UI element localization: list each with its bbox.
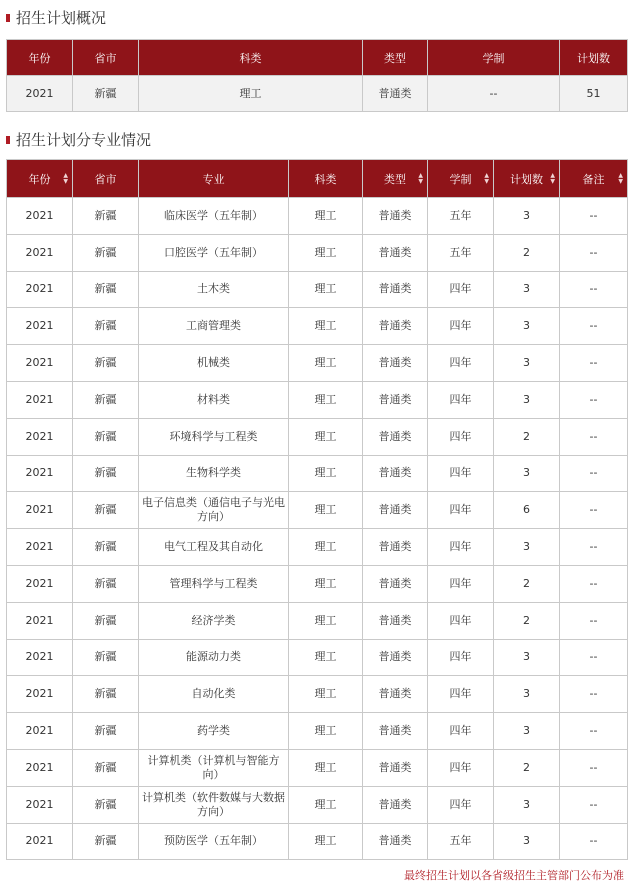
- cell-type: 普通类: [363, 713, 428, 750]
- cell-major: 计算机类（计算机与智能方向）: [139, 749, 289, 786]
- cell-major: 药学类: [139, 713, 289, 750]
- cell-type: 普通类: [363, 198, 428, 235]
- table-header-row: [7, 40, 628, 76]
- sort-updown-icon[interactable]: ▲ ▼: [484, 171, 489, 185]
- cell-province: 新疆: [73, 455, 139, 492]
- cell-plan-count: 3: [494, 308, 560, 345]
- cell-major: 电气工程及其自动化: [139, 529, 289, 566]
- cell-type: 普通类: [363, 492, 428, 529]
- cell-remarks: --: [560, 823, 628, 860]
- column-header-category: 科类: [139, 40, 363, 76]
- table-row: [7, 381, 628, 418]
- cell-year: 2021: [7, 823, 73, 860]
- footnote: 最终招生计划以各省级招生主管部门公布为准: [404, 869, 624, 882]
- cell-province: 新疆: [73, 76, 139, 112]
- cell-duration: 四年: [428, 455, 494, 492]
- table-header-row: [7, 160, 628, 198]
- cell-remarks: --: [560, 713, 628, 750]
- column-header-duration: 学制: [428, 40, 560, 76]
- cell-category: 理工: [289, 713, 363, 750]
- cell-year: 2021: [7, 639, 73, 676]
- cell-type: 普通类: [363, 418, 428, 455]
- cell-province: 新疆: [73, 271, 139, 308]
- cell-year: 2021: [7, 76, 73, 112]
- cell-year: 2021: [7, 749, 73, 786]
- cell-remarks: --: [560, 345, 628, 382]
- cell-major: 管理科学与工程类: [139, 565, 289, 602]
- table-row: [7, 749, 628, 786]
- section-title-text: 招生计划概况: [16, 9, 107, 27]
- cell-type: 普通类: [363, 76, 428, 112]
- cell-category: 理工: [289, 381, 363, 418]
- cell-plan-count: 3: [494, 198, 560, 235]
- cell-plan-count: 2: [494, 418, 560, 455]
- cell-duration: 四年: [428, 786, 494, 823]
- cell-remarks: --: [560, 271, 628, 308]
- cell-major: 能源动力类: [139, 639, 289, 676]
- cell-category: 理工: [139, 76, 363, 112]
- cell-plan-count: 3: [494, 786, 560, 823]
- cell-remarks: --: [560, 381, 628, 418]
- table-row: [7, 198, 628, 235]
- cell-plan-count: 3: [494, 381, 560, 418]
- cell-remarks: --: [560, 308, 628, 345]
- cell-remarks: --: [560, 786, 628, 823]
- cell-category: 理工: [289, 639, 363, 676]
- cell-remarks: --: [560, 492, 628, 529]
- cell-plan-count: 3: [494, 676, 560, 713]
- cell-type: 普通类: [363, 529, 428, 566]
- cell-major: 自动化类: [139, 676, 289, 713]
- cell-type: 普通类: [363, 271, 428, 308]
- cell-major: 计算机类（软件数媒与大数据方向）: [139, 786, 289, 823]
- cell-plan-count: 2: [494, 749, 560, 786]
- cell-major: 土木类: [139, 271, 289, 308]
- table-row: [7, 713, 628, 750]
- cell-province: 新疆: [73, 602, 139, 639]
- cell-category: 理工: [289, 823, 363, 860]
- cell-category: 理工: [289, 308, 363, 345]
- cell-duration: 四年: [428, 639, 494, 676]
- column-header-type[interactable]: 类型 ▲ ▼: [363, 160, 428, 198]
- cell-plan-count: 3: [494, 345, 560, 382]
- column-header-year[interactable]: 年份 ▲ ▼: [7, 160, 73, 198]
- cell-category: 理工: [289, 529, 363, 566]
- cell-duration: 四年: [428, 308, 494, 345]
- cell-plan-count: 3: [494, 455, 560, 492]
- cell-province: 新疆: [73, 676, 139, 713]
- cell-remarks: --: [560, 234, 628, 271]
- table-row: [7, 823, 628, 860]
- sort-updown-icon[interactable]: ▲ ▼: [63, 171, 68, 185]
- column-header-plan-count[interactable]: 计划数 ▲ ▼: [494, 160, 560, 198]
- cell-year: 2021: [7, 455, 73, 492]
- cell-plan-count: 6: [494, 492, 560, 529]
- square-bullet-icon: [6, 14, 10, 22]
- cell-duration: 四年: [428, 602, 494, 639]
- table-row: [7, 76, 628, 112]
- cell-duration: 五年: [428, 234, 494, 271]
- plan-by-major-table: [6, 159, 628, 860]
- cell-plan-count: 2: [494, 602, 560, 639]
- table-row: [7, 602, 628, 639]
- cell-province: 新疆: [73, 234, 139, 271]
- cell-year: 2021: [7, 713, 73, 750]
- cell-category: 理工: [289, 492, 363, 529]
- cell-major: 生物科学类: [139, 455, 289, 492]
- cell-remarks: --: [560, 455, 628, 492]
- cell-year: 2021: [7, 234, 73, 271]
- column-header-type: 类型: [363, 40, 428, 76]
- table-row: [7, 271, 628, 308]
- cell-type: 普通类: [363, 602, 428, 639]
- cell-province: 新疆: [73, 492, 139, 529]
- column-header-remarks[interactable]: 备注 ▲ ▼: [560, 160, 628, 198]
- cell-major: 机械类: [139, 345, 289, 382]
- cell-category: 理工: [289, 602, 363, 639]
- cell-type: 普通类: [363, 676, 428, 713]
- cell-year: 2021: [7, 381, 73, 418]
- column-header-category: 科类: [289, 160, 363, 198]
- cell-year: 2021: [7, 198, 73, 235]
- cell-duration: 五年: [428, 198, 494, 235]
- cell-remarks: --: [560, 749, 628, 786]
- cell-province: 新疆: [73, 749, 139, 786]
- cell-year: 2021: [7, 271, 73, 308]
- cell-major: 工商管理类: [139, 308, 289, 345]
- cell-category: 理工: [289, 676, 363, 713]
- cell-type: 普通类: [363, 565, 428, 602]
- column-header-province: 省市: [73, 40, 139, 76]
- cell-province: 新疆: [73, 308, 139, 345]
- cell-plan-count: 3: [494, 713, 560, 750]
- cell-year: 2021: [7, 786, 73, 823]
- cell-type: 普通类: [363, 345, 428, 382]
- column-header-plan-count: 计划数: [560, 40, 628, 76]
- section-title-text: 招生计划分专业情况: [16, 131, 152, 149]
- cell-duration: 四年: [428, 713, 494, 750]
- table-body: [7, 198, 628, 860]
- cell-province: 新疆: [73, 529, 139, 566]
- cell-category: 理工: [289, 345, 363, 382]
- sort-updown-icon[interactable]: ▲ ▼: [618, 171, 623, 185]
- cell-year: 2021: [7, 308, 73, 345]
- cell-category: 理工: [289, 198, 363, 235]
- cell-plan-count: 2: [494, 565, 560, 602]
- cell-category: 理工: [289, 749, 363, 786]
- column-header-duration[interactable]: 学制 ▲ ▼: [428, 160, 494, 198]
- cell-remarks: --: [560, 198, 628, 235]
- cell-type: 普通类: [363, 455, 428, 492]
- cell-plan-count: 3: [494, 271, 560, 308]
- cell-duration: 四年: [428, 565, 494, 602]
- cell-remarks: --: [560, 639, 628, 676]
- cell-category: 理工: [289, 271, 363, 308]
- cell-major: 经济学类: [139, 602, 289, 639]
- table-row: [7, 345, 628, 382]
- cell-duration: 五年: [428, 823, 494, 860]
- cell-year: 2021: [7, 676, 73, 713]
- table-row: [7, 492, 628, 529]
- table-row: [7, 786, 628, 823]
- cell-plan-count: 2: [494, 234, 560, 271]
- table-row: [7, 418, 628, 455]
- cell-year: 2021: [7, 345, 73, 382]
- cell-category: 理工: [289, 418, 363, 455]
- cell-remarks: --: [560, 602, 628, 639]
- cell-province: 新疆: [73, 418, 139, 455]
- table-row: [7, 308, 628, 345]
- cell-plan-count: 3: [494, 639, 560, 676]
- cell-province: 新疆: [73, 345, 139, 382]
- cell-plan-count: 3: [494, 529, 560, 566]
- cell-plan-count: 3: [494, 823, 560, 860]
- section-title-by-major: [6, 129, 151, 151]
- cell-year: 2021: [7, 602, 73, 639]
- cell-remarks: --: [560, 418, 628, 455]
- table-row: [7, 234, 628, 271]
- sort-updown-icon[interactable]: ▲ ▼: [418, 171, 423, 185]
- table-row: [7, 639, 628, 676]
- cell-type: 普通类: [363, 823, 428, 860]
- cell-major: 临床医学（五年制）: [139, 198, 289, 235]
- cell-province: 新疆: [73, 713, 139, 750]
- cell-duration: 四年: [428, 271, 494, 308]
- cell-type: 普通类: [363, 786, 428, 823]
- cell-major: 环境科学与工程类: [139, 418, 289, 455]
- cell-province: 新疆: [73, 565, 139, 602]
- cell-year: 2021: [7, 492, 73, 529]
- cell-type: 普通类: [363, 749, 428, 786]
- cell-duration: 四年: [428, 418, 494, 455]
- cell-year: 2021: [7, 565, 73, 602]
- cell-category: 理工: [289, 786, 363, 823]
- cell-category: 理工: [289, 455, 363, 492]
- sort-updown-icon[interactable]: ▲ ▼: [550, 171, 555, 185]
- cell-year: 2021: [7, 529, 73, 566]
- cell-duration: 四年: [428, 492, 494, 529]
- cell-remarks: --: [560, 529, 628, 566]
- cell-province: 新疆: [73, 786, 139, 823]
- cell-category: 理工: [289, 565, 363, 602]
- cell-province: 新疆: [73, 381, 139, 418]
- cell-duration: 四年: [428, 345, 494, 382]
- section-title-overview: [6, 7, 106, 29]
- cell-major: 口腔医学（五年制）: [139, 234, 289, 271]
- column-header-province: 省市: [73, 160, 139, 198]
- cell-major: 材料类: [139, 381, 289, 418]
- cell-duration: 四年: [428, 749, 494, 786]
- cell-remarks: --: [560, 565, 628, 602]
- square-bullet-icon: [6, 136, 10, 144]
- cell-type: 普通类: [363, 234, 428, 271]
- cell-duration: 四年: [428, 676, 494, 713]
- cell-major: 电子信息类（通信电子与光电方向）: [139, 492, 289, 529]
- cell-type: 普通类: [363, 308, 428, 345]
- cell-type: 普通类: [363, 381, 428, 418]
- cell-year: 2021: [7, 418, 73, 455]
- cell-remarks: --: [560, 676, 628, 713]
- cell-province: 新疆: [73, 823, 139, 860]
- table-row: [7, 455, 628, 492]
- cell-duration: 四年: [428, 381, 494, 418]
- cell-type: 普通类: [363, 639, 428, 676]
- cell-major: 预防医学（五年制）: [139, 823, 289, 860]
- table-row: [7, 676, 628, 713]
- cell-duration: --: [428, 76, 560, 112]
- table-row: [7, 565, 628, 602]
- cell-duration: 四年: [428, 529, 494, 566]
- cell-province: 新疆: [73, 639, 139, 676]
- column-header-major: 专业: [139, 160, 289, 198]
- cell-category: 理工: [289, 234, 363, 271]
- plan-overview-table: [6, 39, 628, 112]
- table-row: [7, 529, 628, 566]
- cell-province: 新疆: [73, 198, 139, 235]
- column-header-year: 年份: [7, 40, 73, 76]
- cell-plan-count: 51: [560, 76, 628, 112]
